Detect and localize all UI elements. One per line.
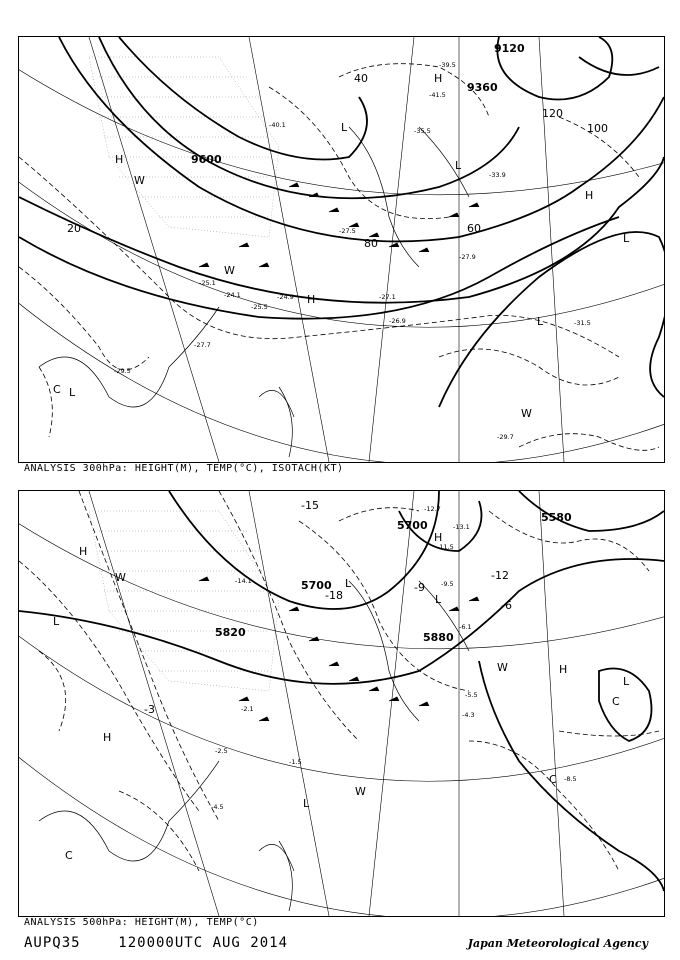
- terrain-hatch: [89, 511, 279, 691]
- graticule: [19, 491, 664, 916]
- temp-label: -31.5: [574, 319, 591, 327]
- isotherm-contours: [19, 491, 659, 871]
- upper-chart-caption: ANALYSIS 300hPa: HEIGHT(M), TEMP(°C), ISOTACH(KT): [24, 463, 344, 474]
- chart-identifier: AUPQ35 120000UTC AUG 2014: [24, 935, 289, 951]
- isotherm-label: -9: [414, 581, 425, 594]
- low-center-marker: L: [53, 615, 60, 628]
- height-label: 5880: [423, 631, 454, 644]
- temp-label: -11.5: [437, 543, 454, 551]
- cold-center-marker: C: [65, 849, 73, 862]
- isotach-label: 40: [354, 72, 368, 85]
- agency-name: Japan Meteorological Agency: [467, 937, 648, 950]
- warm-center-marker: W: [521, 407, 532, 420]
- temp-label: -6.1: [459, 623, 472, 631]
- isotach-label: 120: [542, 107, 563, 120]
- height-label: 9600: [191, 153, 222, 166]
- high-center-marker: H: [307, 293, 316, 306]
- temp-label: -35.5: [414, 127, 431, 135]
- coastline: [39, 127, 469, 457]
- warm-center-marker: W: [355, 785, 366, 798]
- isotach-label: 100: [587, 122, 608, 135]
- temp-label: -27.5: [339, 227, 356, 235]
- temp-label: -24.1: [224, 291, 241, 299]
- terrain-hatch: [89, 57, 279, 237]
- high-center-marker: H: [115, 153, 124, 166]
- height-label: 5820: [215, 626, 246, 639]
- cold-center-marker: C: [612, 695, 620, 708]
- temp-label: -29.5: [114, 367, 131, 375]
- graticule: [19, 37, 664, 462]
- isotherm-label: -18: [325, 589, 343, 602]
- isotherm-label: -15: [301, 499, 319, 512]
- height-contours: [19, 37, 664, 407]
- temp-label: -25.1: [199, 279, 216, 287]
- lower-chart-500hpa: [18, 490, 665, 917]
- high-center-marker: H: [559, 663, 568, 676]
- low-center-marker: L: [345, 577, 352, 590]
- high-center-marker: H: [434, 531, 443, 544]
- isotherm-label: -12: [491, 569, 509, 582]
- cold-center-marker: C: [53, 383, 61, 396]
- isotach-label: 80: [364, 237, 378, 250]
- temp-label: -4.3: [462, 711, 475, 719]
- low-center-marker: L: [455, 159, 462, 172]
- temp-label: -26.9: [389, 317, 406, 325]
- high-center-marker: H: [103, 731, 112, 744]
- temp-label: -27.7: [194, 341, 211, 349]
- cold-center-marker: C: [549, 773, 557, 786]
- temp-label: -2.5: [215, 747, 228, 755]
- height-label: 9360: [467, 81, 498, 94]
- height-contours: [19, 491, 664, 891]
- temp-label: -25.5: [251, 303, 268, 311]
- high-center-marker: H: [434, 72, 443, 85]
- lower-chart-caption: ANALYSIS 500hPa: HEIGHT(M), TEMP(°C): [24, 917, 259, 928]
- temp-label: -8.5: [564, 775, 577, 783]
- temp-label: -2.1: [241, 705, 254, 713]
- low-center-marker: L: [341, 121, 348, 134]
- warm-center-marker: W: [134, 174, 145, 187]
- lower-map-canvas: [19, 491, 664, 916]
- temp-label: -27.1: [379, 293, 396, 301]
- wind-barbs: [199, 183, 479, 267]
- temp-label: -24.9: [277, 293, 294, 301]
- low-center-marker: L: [303, 797, 310, 810]
- warm-center-marker: W: [115, 571, 126, 584]
- temp-label: -29.7: [497, 433, 514, 441]
- isotach-label: 60: [467, 222, 481, 235]
- height-label: 5700: [301, 579, 332, 592]
- upper-map-canvas: [19, 37, 664, 462]
- temp-label: -13.1: [453, 523, 470, 531]
- temp-label: -1.5: [289, 758, 302, 766]
- low-center-marker: L: [69, 386, 76, 399]
- low-center-marker: L: [435, 593, 442, 606]
- height-label: 9120: [494, 42, 525, 55]
- temp-label: -5.5: [465, 691, 478, 699]
- temp-label: -27.9: [459, 253, 476, 261]
- warm-center-marker: W: [224, 264, 235, 277]
- isotach-label: 20: [67, 222, 81, 235]
- low-center-marker: L: [537, 315, 544, 328]
- temp-label: -12.7: [424, 505, 441, 513]
- temp-label: -40.1: [269, 121, 286, 129]
- high-center-marker: H: [79, 545, 88, 558]
- temp-label: -14.1: [235, 577, 252, 585]
- isotherm-label: -6: [501, 599, 512, 612]
- warm-center-marker: W: [497, 661, 508, 674]
- temp-label: -4.5: [211, 803, 224, 811]
- height-label: 5580: [541, 511, 572, 524]
- temp-label: -41.5: [429, 91, 446, 99]
- coastline: [39, 581, 469, 911]
- low-center-marker: L: [623, 675, 630, 688]
- low-center-marker: L: [623, 232, 630, 245]
- isotherm-label: -3: [144, 703, 155, 716]
- temp-label: -9.5: [441, 580, 454, 588]
- upper-chart-300hpa: [18, 36, 665, 463]
- high-center-marker: H: [585, 189, 594, 202]
- temp-label: -39.5: [439, 61, 456, 69]
- height-label: 5700: [397, 519, 428, 532]
- temp-label: -33.9: [489, 171, 506, 179]
